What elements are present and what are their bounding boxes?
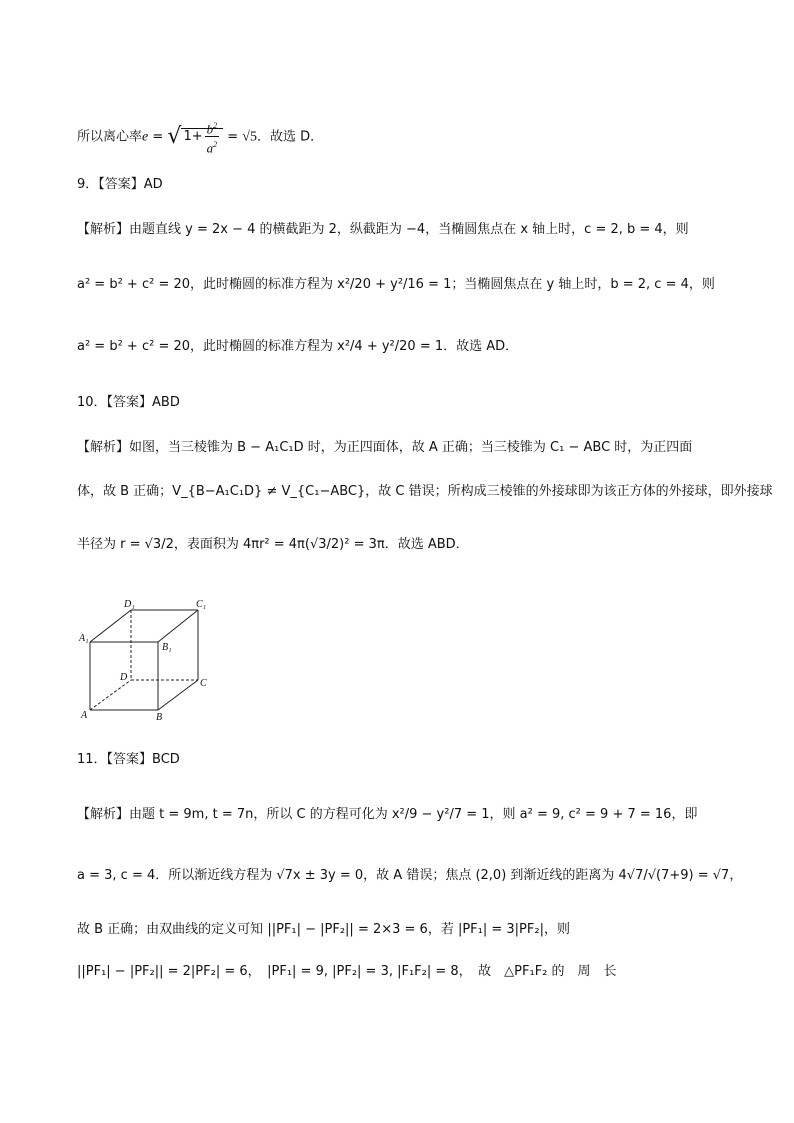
label-D: D xyxy=(120,672,128,683)
q10-solution-line-1: 【解析】如图，当三棱锥为 B − A₁C₁D 时，为正四面体，故 A 正确；当三棱锥为 C₁ − ABC 时，为正四面 xyxy=(77,440,693,455)
label-B: B xyxy=(156,712,163,723)
q10-answer-heading: 10．【答案】ABD xyxy=(77,395,180,410)
q10-solution-line-3: 半径为 r = √3/2，表面积为 4πr² = 4π(√3/2)² = 3π．故选 ABD． xyxy=(77,537,469,552)
q11-solution-line-3: 故 B 正确；由双曲线的定义可知 ||PF₁| − |PF₂|| = 2×3 = 6，若 |PF₁| = 3|PF₂|，则 xyxy=(77,922,570,937)
label-A1: A₁ xyxy=(79,633,89,644)
q10-solution-line-2: 体，故 B 正确；V_{B−A₁C₁D} ≠ V_{C₁−ABC}，故 C 错误；所构成三棱锥的外接球即为该正方体的外接球，即外接球 xyxy=(77,484,773,499)
label-C1: C₁ xyxy=(196,599,207,610)
q9-solution-line-1: 【解析】由题直线 y = 2x − 4 的横截距为 2，纵截距为 −4，当椭圆焦点在 x 轴上时，c = 2, b = 4，则 xyxy=(77,222,689,237)
label-A: A xyxy=(81,710,88,721)
cube-diagram xyxy=(76,598,216,728)
q11-answer-heading: 11．【答案】BCD xyxy=(77,752,180,767)
q9-solution-line-3: a² = b² + c² = 20，此时椭圆的标准方程为 x²/4 + y²/20 = 1．故选 AD． xyxy=(77,339,519,354)
q11-solution-line-4: ||PF₁| − |PF₂|| = 2|PF₂| = 6， |PF₁| = 9, |PF₂| = 3, |F₁F₂| = 8， 故 △PF₁F₂ 的 周 长 xyxy=(77,964,617,979)
label-D1: D₁ xyxy=(124,599,135,610)
label-C: C xyxy=(200,678,207,689)
label-B1: B₁ xyxy=(162,642,172,653)
q9-answer-heading: 9．【答案】AD xyxy=(77,177,163,192)
q11-solution-line-1: 【解析】由题 t = 9m, t = 7n，所以 C 的方程可化为 x²/9 − y²/7 = 1，则 a² = 9, c² = 9 + 7 = 16，即 xyxy=(77,807,698,822)
q11-solution-line-2: a = 3, c = 4．所以渐近线方程为 √7x ± 3y = 0，故 A 错误；焦点 (2,0) 到渐近线的距离为 4√7/√(7+9) = √7， xyxy=(77,868,743,883)
eccentricity-line: 所以离心率e = √ 1+ $\frac{b^2}{a^2}$ = √5．故选 D． xyxy=(77,118,323,156)
q9-solution-line-2: a² = b² + c² = 20，此时椭圆的标准方程为 x²/20 + y²/16 = 1；当椭圆焦点在 y 轴上时，b = 2, c = 4，则 xyxy=(77,277,715,292)
